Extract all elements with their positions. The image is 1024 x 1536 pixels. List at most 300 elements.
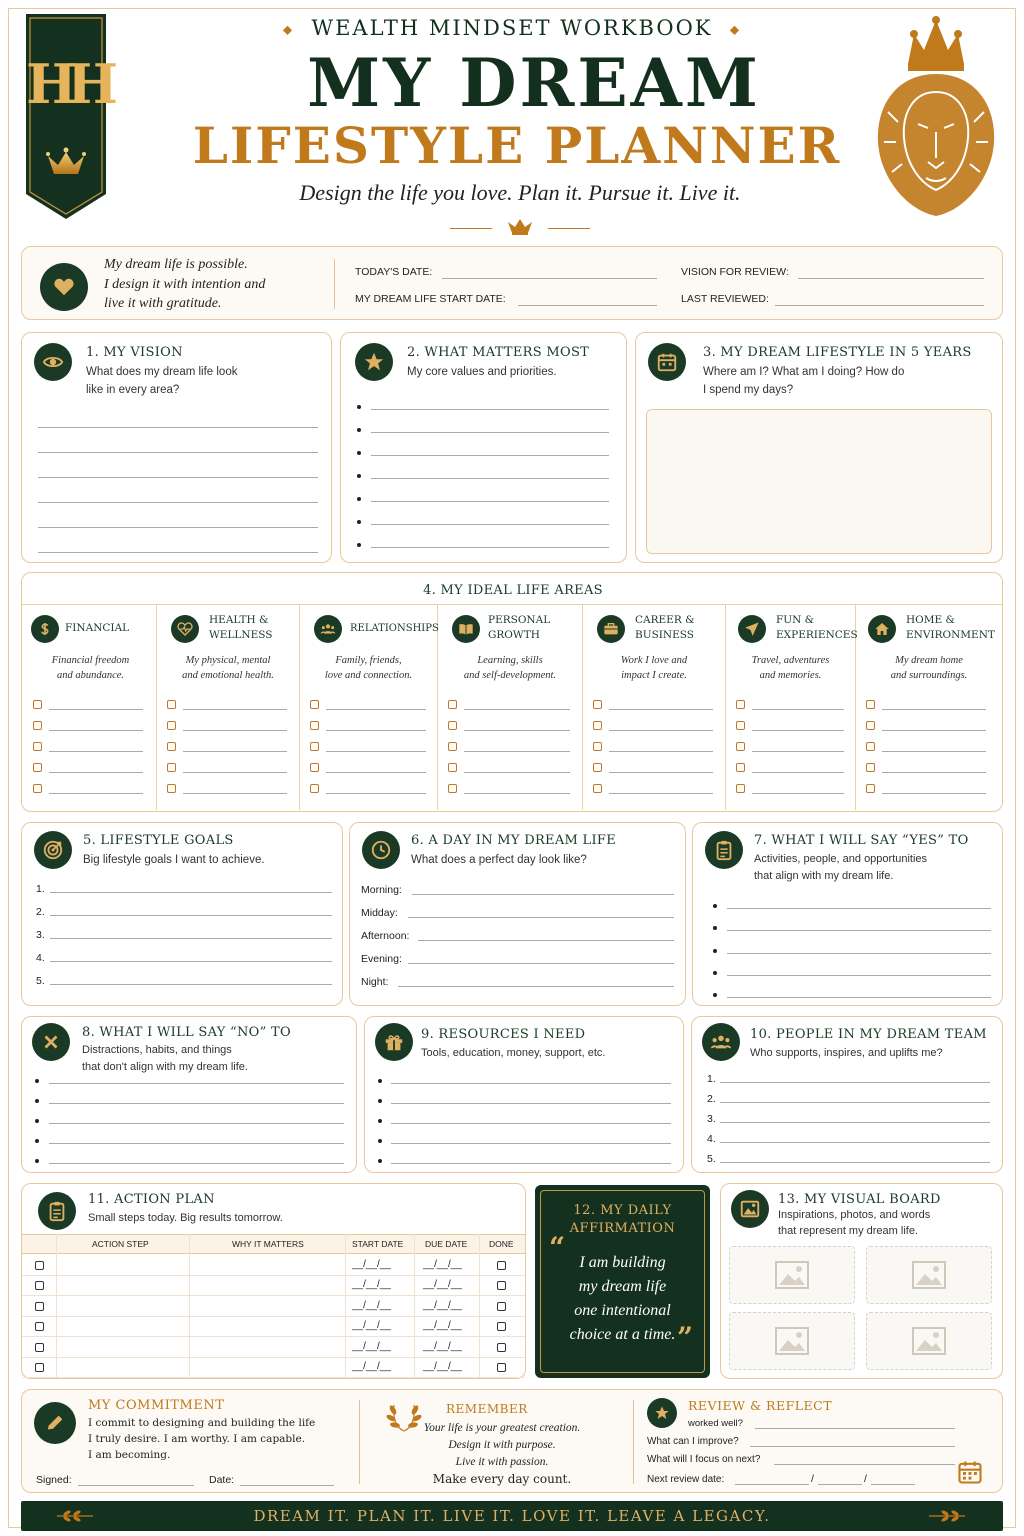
remember-closing: Make every day count. (432, 1472, 572, 1486)
calendar-icon (956, 1458, 984, 1486)
area-line[interactable] (464, 751, 570, 752)
area-line[interactable] (326, 772, 426, 773)
write-line[interactable] (38, 477, 318, 478)
star-badge (647, 1398, 677, 1428)
bottom-banner (21, 1501, 1003, 1531)
area-checkbox[interactable] (593, 700, 602, 709)
yes-line[interactable] (727, 953, 991, 954)
due-date-field[interactable]: __/__/__ (423, 1299, 462, 1311)
logo-text: HH (26, 52, 109, 116)
area-checkbox[interactable] (593, 784, 602, 793)
say-no-card (21, 1016, 357, 1173)
no-line[interactable] (49, 1083, 344, 1084)
area-line[interactable] (752, 793, 844, 794)
done-checkbox[interactable] (497, 1343, 506, 1352)
col-start: START DATE (352, 1239, 404, 1249)
area-checkbox[interactable] (167, 721, 176, 730)
section-title: 5. LIFESTYLE GOALS (83, 833, 234, 848)
vision-review-field[interactable] (798, 278, 984, 279)
area-checkbox[interactable] (736, 742, 745, 751)
section-title: 13. MY VISUAL BOARD (778, 1192, 941, 1207)
header-kicker: ◆ WEALTH MINDSET WORKBOOK ◆ (282, 16, 742, 40)
area-checkbox[interactable] (33, 721, 42, 730)
commitment-title: MY COMMITMENT (88, 1398, 225, 1413)
area-line[interactable] (882, 730, 986, 731)
intro-card (21, 246, 1003, 320)
time-line[interactable] (398, 986, 674, 987)
section-title: 10. PEOPLE IN MY DREAM TEAM (750, 1027, 987, 1042)
time-label: Evening: (361, 953, 402, 965)
area-line[interactable] (882, 793, 986, 794)
done-checkbox[interactable] (497, 1322, 506, 1331)
goal-line[interactable] (50, 892, 332, 893)
section-subtitle: Activities, people, and opportunities that align with my dream life. (754, 853, 928, 882)
resources-card (364, 1016, 684, 1173)
life-area-relationships (300, 605, 438, 810)
section-title: 9. RESOURCES I NEED (421, 1027, 586, 1042)
area-line[interactable] (609, 730, 713, 731)
review-row: What will I focus on next? (647, 1454, 761, 1465)
yes-line[interactable] (727, 975, 991, 976)
area-desc: Travel, adventures and memories. (751, 655, 830, 681)
crown-icon (505, 216, 535, 236)
area-line[interactable] (464, 772, 570, 773)
home-badge (868, 615, 896, 643)
area-checkbox[interactable] (448, 721, 457, 730)
write-line[interactable] (38, 502, 318, 503)
section-title: 8. WHAT I WILL SAY “NO” TO (82, 1025, 291, 1040)
area-desc: Family, friends, love and connection. (324, 655, 413, 681)
area-name: PERSONAL GROWTH (488, 614, 551, 641)
area-checkbox[interactable] (866, 784, 875, 793)
action-step-checkbox[interactable] (35, 1281, 44, 1290)
kicker-text: WEALTH MINDSET WORKBOOK (311, 16, 713, 40)
five-years-card (635, 332, 1003, 563)
area-line[interactable] (464, 730, 570, 731)
area-checkbox[interactable] (866, 763, 875, 772)
image-placeholder-icon (775, 1261, 809, 1289)
section-subtitle: Small steps today. Big results tomorrow. (88, 1212, 283, 1224)
team-line[interactable] (720, 1082, 990, 1083)
due-date-field[interactable]: __/__/__ (423, 1279, 462, 1291)
time-label: Morning: (361, 884, 402, 896)
write-line[interactable] (38, 527, 318, 528)
area-line[interactable] (49, 709, 143, 710)
page-title: MY DREAM (307, 44, 761, 122)
star-badge (355, 343, 393, 381)
x-badge (32, 1023, 70, 1061)
area-checkbox[interactable] (167, 742, 176, 751)
area-line[interactable] (752, 772, 844, 773)
tagline: Design the life you love. Plan it. Pursue it. Live it. (299, 180, 741, 205)
section-subtitle: What does a perfect day look like? (411, 854, 587, 866)
photo-slot[interactable] (729, 1312, 855, 1370)
quote-line: I design it with intention and (104, 276, 266, 292)
footer-card: MY COMMITMENT I commit to designing and building the life I truly desire. I am worthy. I am capable. I am becoming. Signed: Date: REMEMBER Your life is your greatest creation. Design it with purpose. Live it with passion. Make every day count. REVIEW & REFLECT worked well? What can I improve? What will I focus on next? Next review date: / / (21, 1389, 1003, 1493)
yes-line[interactable] (727, 930, 991, 931)
area-line[interactable] (882, 709, 986, 710)
todays-date-label: TODAY'S DATE: (355, 266, 433, 278)
page-subtitle: LIFESTYLE PLANNER (192, 116, 842, 175)
section-subtitle: Where am I? What am I doing? How do I spend my days? (703, 366, 905, 396)
life-area-growth (438, 605, 583, 810)
x-icon (40, 1031, 62, 1053)
home-icon (874, 621, 890, 637)
area-checkbox[interactable] (448, 700, 457, 709)
area-line[interactable] (752, 709, 844, 710)
calendar-badge (648, 343, 686, 381)
start-date-label: MY DREAM LIFE START DATE: (355, 293, 506, 305)
close-quote-icon: ” (677, 1321, 694, 1354)
area-line[interactable] (609, 709, 713, 710)
section-subtitle: Inspirations, photos, and words that represent my dream life. (778, 1209, 931, 1237)
section-subtitle: My core values and priorities. (407, 366, 557, 378)
section-subtitle: Tools, education, money, support, etc. (421, 1047, 606, 1059)
star-icon (654, 1405, 670, 1421)
people-badge (702, 1023, 740, 1061)
section-subtitle: Distractions, habits, and things that don't align with my dream life. (82, 1044, 248, 1073)
pen-icon (44, 1412, 66, 1434)
area-line[interactable] (326, 709, 426, 710)
last-reviewed-label: LAST REVIEWED: (681, 293, 769, 305)
no-line[interactable] (49, 1143, 344, 1144)
eye-icon (42, 351, 64, 373)
area-line[interactable] (183, 730, 287, 731)
area-name: FUN & EXPERIENCES (776, 614, 858, 641)
dream-team-card: 10. PEOPLE IN MY DREAM TEAM Who supports, inspires, and uplifts me? 1. 2. 3. 4. 5. (691, 1016, 1003, 1173)
todays-date-field[interactable] (442, 278, 657, 279)
area-line[interactable] (326, 730, 426, 731)
star-icon (363, 351, 385, 373)
section-title: 6. A DAY IN MY DREAM LIFE (411, 833, 617, 848)
time-label: Midday: (361, 907, 398, 919)
area-name: HEALTH & WELLNESS (209, 614, 273, 641)
area-name: HOME & ENVIRONMENT (906, 614, 995, 641)
area-line[interactable] (882, 751, 986, 752)
start-date-field[interactable]: __/__/__ (352, 1340, 391, 1352)
start-date-field[interactable]: __/__/__ (352, 1361, 391, 1372)
area-checkbox[interactable] (310, 700, 319, 709)
laurel-right-icon (927, 1508, 967, 1524)
area-line[interactable] (49, 793, 143, 794)
area-name: RELATIONSHIPS (350, 623, 439, 634)
section-title: 4. MY IDEAL LIFE AREAS (423, 583, 603, 598)
calendar-icon (656, 351, 678, 373)
area-checkbox[interactable] (448, 784, 457, 793)
col-action-step: ACTION STEP (92, 1239, 149, 1249)
area-name: FINANCIAL (65, 622, 130, 634)
area-checkbox[interactable] (736, 784, 745, 793)
action-step-checkbox[interactable] (35, 1322, 44, 1331)
area-checkbox[interactable] (866, 742, 875, 751)
gift-icon (383, 1031, 405, 1053)
action-step-checkbox[interactable] (35, 1302, 44, 1311)
life-area-financial (25, 605, 157, 810)
area-line[interactable] (49, 751, 143, 752)
review-field[interactable] (750, 1446, 955, 1447)
yes-line[interactable] (727, 997, 991, 998)
book-icon (458, 621, 474, 637)
photo-slot[interactable] (729, 1246, 855, 1304)
clipboard-icon (46, 1200, 68, 1222)
visual-board-card (720, 1183, 1003, 1379)
area-checkbox[interactable] (448, 742, 457, 751)
heartbeat-badge (171, 615, 199, 643)
review-field[interactable] (755, 1428, 955, 1429)
no-line[interactable] (49, 1103, 344, 1104)
time-label: Night: (361, 976, 389, 988)
area-checkbox[interactable] (33, 763, 42, 772)
signature-field[interactable] (78, 1485, 194, 1486)
resource-line[interactable] (391, 1143, 671, 1144)
resource-line[interactable] (391, 1103, 671, 1104)
area-checkbox[interactable] (866, 721, 875, 730)
start-date-field[interactable]: __/__/__ (352, 1320, 391, 1332)
value-line[interactable] (371, 432, 609, 433)
area-checkbox[interactable] (310, 763, 319, 772)
team-line[interactable] (720, 1162, 990, 1163)
area-checkbox[interactable] (310, 721, 319, 730)
area-line[interactable] (49, 730, 143, 731)
area-desc: My physical, mental and emotional health. (182, 655, 274, 681)
done-checkbox[interactable] (497, 1363, 506, 1372)
area-line[interactable] (183, 793, 287, 794)
resource-line[interactable] (391, 1123, 671, 1124)
action-plan-card (21, 1183, 526, 1379)
dream-day-card (349, 822, 686, 1006)
dollar-icon (37, 621, 53, 637)
area-line[interactable] (752, 730, 844, 731)
vision-review-label: VISION FOR REVIEW: (681, 266, 789, 278)
area-desc: My dream home and surroundings. (890, 655, 968, 681)
value-line[interactable] (371, 409, 609, 410)
heart-icon (53, 276, 75, 298)
section-title: 7. WHAT I WILL SAY “YES” TO (754, 833, 969, 848)
briefcase-icon (603, 621, 619, 637)
col-done: DONE (489, 1239, 514, 1249)
photo-slot[interactable] (866, 1246, 992, 1304)
write-line[interactable] (38, 427, 318, 428)
heartbeat-icon (177, 621, 193, 637)
matters-card (340, 332, 627, 563)
quote-line: live it with gratitude. (104, 296, 222, 311)
photo-slot[interactable] (866, 1312, 992, 1370)
write-line[interactable] (38, 552, 318, 553)
done-checkbox[interactable] (497, 1302, 506, 1311)
review-date-field[interactable] (735, 1484, 809, 1485)
due-date-field[interactable]: __/__/__ (423, 1340, 462, 1352)
people-icon (320, 621, 336, 637)
area-checkbox[interactable] (736, 763, 745, 772)
remember-text: Your life is your greatest creation. Design it with purpose. Live it with passion. (423, 1422, 581, 1468)
area-line[interactable] (609, 772, 713, 773)
team-line[interactable] (720, 1142, 990, 1143)
area-desc: Learning, skills and self-development. (463, 655, 557, 681)
section-title: 3. MY DREAM LIFESTYLE IN 5 YEARS (703, 345, 972, 360)
action-step-checkbox[interactable] (35, 1363, 44, 1372)
plane-badge (738, 615, 766, 643)
area-checkbox[interactable] (33, 784, 42, 793)
time-line[interactable] (408, 963, 674, 964)
area-line[interactable] (609, 751, 713, 752)
briefcase-badge (597, 615, 625, 643)
review-row: What can I improve? (647, 1436, 739, 1447)
area-line[interactable] (326, 751, 426, 752)
gift-badge (375, 1023, 413, 1061)
resource-line[interactable] (391, 1163, 671, 1164)
affirmation-text: I am building my dream life one intentional choice at a time. (569, 1254, 676, 1343)
area-checkbox[interactable] (736, 700, 745, 709)
section-title: 1. MY VISION (86, 345, 183, 360)
life-area-career (583, 605, 726, 810)
start-date-field[interactable]: __/__/__ (352, 1279, 391, 1291)
last-reviewed-field[interactable] (775, 305, 984, 306)
resource-line[interactable] (391, 1083, 671, 1084)
clipboard-badge (705, 831, 743, 869)
section-subtitle: What does my dream life look like in every area? (86, 366, 238, 396)
eye-badge (34, 343, 72, 381)
goals-card: 5. LIFESTYLE GOALS Big lifestyle goals I want to achieve. 1. 2. 3. 4. 5. (21, 822, 343, 1006)
area-checkbox[interactable] (593, 763, 602, 772)
life-area-health (157, 605, 300, 810)
area-line[interactable] (464, 709, 570, 710)
life-area-home (856, 605, 1002, 810)
no-line[interactable] (49, 1163, 344, 1164)
write-line[interactable] (38, 452, 318, 453)
section-subtitle: Who supports, inspires, and uplifts me? (750, 1047, 943, 1059)
value-line[interactable] (371, 547, 609, 548)
area-line[interactable] (882, 772, 986, 773)
action-step-checkbox[interactable] (35, 1261, 44, 1270)
five-years-writing-box[interactable] (646, 409, 992, 554)
remember-title: REMEMBER (446, 1402, 528, 1416)
plane-icon (744, 621, 760, 637)
area-checkbox[interactable] (593, 742, 602, 751)
area-checkbox[interactable] (33, 742, 42, 751)
commitment-text: I commit to designing and building the life I truly desire. I am worthy. I am capable. I am becoming. (88, 1417, 316, 1461)
action-step-checkbox[interactable] (35, 1343, 44, 1352)
area-desc: Financial freedom and abundance. (51, 655, 130, 681)
image-placeholder-icon (775, 1327, 809, 1355)
start-date-field[interactable]: __/__/__ (352, 1299, 391, 1311)
area-checkbox[interactable] (448, 763, 457, 772)
area-checkbox[interactable] (310, 742, 319, 751)
time-line[interactable] (412, 894, 674, 895)
value-line[interactable] (371, 455, 609, 456)
value-line[interactable] (371, 524, 609, 525)
area-checkbox[interactable] (167, 763, 176, 772)
image-placeholder-icon (912, 1261, 946, 1289)
review-row: Next review date: (647, 1474, 725, 1485)
lion-icon (868, 12, 1004, 220)
vision-card (21, 332, 332, 563)
start-date-field[interactable] (518, 305, 657, 306)
crown-divider (450, 214, 590, 236)
area-line[interactable] (609, 793, 713, 794)
commitment-date-field[interactable] (240, 1485, 334, 1486)
review-field[interactable] (774, 1464, 955, 1465)
open-quote-icon: “ (549, 1231, 566, 1264)
time-line[interactable] (408, 917, 674, 918)
team-line[interactable] (720, 1102, 990, 1103)
book-badge (452, 615, 480, 643)
affirmation-title: 12. MY DAILY AFFIRMATION (569, 1203, 676, 1236)
target-badge (34, 831, 72, 869)
area-line[interactable] (464, 793, 570, 794)
area-checkbox[interactable] (310, 784, 319, 793)
yes-line[interactable] (727, 908, 991, 909)
area-line[interactable] (183, 751, 287, 752)
due-date-field[interactable]: __/__/__ (423, 1320, 462, 1332)
goal-line[interactable] (50, 938, 332, 939)
review-title: REVIEW & REFLECT (688, 1398, 833, 1413)
clock-badge (362, 831, 400, 869)
clipboard-icon (713, 839, 735, 861)
time-line[interactable] (418, 940, 674, 941)
col-why: WHY IT MATTERS (232, 1239, 304, 1249)
team-line[interactable] (720, 1122, 990, 1123)
area-checkbox[interactable] (593, 721, 602, 730)
affirmation-card (535, 1185, 710, 1378)
clipboard-badge (38, 1192, 76, 1230)
start-date-field[interactable]: __/__/__ (352, 1259, 391, 1270)
review-date-field[interactable] (871, 1484, 915, 1485)
time-label: Afternoon: (361, 930, 410, 942)
people-badge (314, 615, 342, 643)
dollar-badge (31, 615, 59, 643)
target-icon (42, 839, 64, 861)
clock-icon (370, 839, 392, 861)
goal-line[interactable] (50, 961, 332, 962)
area-checkbox[interactable] (866, 700, 875, 709)
area-line[interactable] (752, 751, 844, 752)
area-checkbox[interactable] (33, 700, 42, 709)
section-subtitle: Big lifestyle goals I want to achieve. (83, 854, 265, 866)
area-checkbox[interactable] (167, 784, 176, 793)
pen-badge (34, 1402, 76, 1444)
area-line[interactable] (49, 772, 143, 773)
col-due: DUE DATE (425, 1239, 468, 1249)
banner-text: DREAM IT. PLAN IT. LIVE IT. LOVE IT. LEAVE A LEGACY. (253, 1507, 771, 1525)
section-title: 11. ACTION PLAN (88, 1192, 215, 1207)
intro-quote (104, 255, 265, 314)
area-line[interactable] (326, 793, 426, 794)
goal-line[interactable] (50, 984, 332, 985)
no-line[interactable] (49, 1123, 344, 1124)
heart-badge (40, 263, 88, 311)
life-area-fun (726, 605, 856, 810)
done-checkbox[interactable] (497, 1281, 506, 1290)
area-name: CAREER & BUSINESS (635, 614, 695, 641)
area-checkbox[interactable] (167, 700, 176, 709)
say-yes-card (692, 822, 1003, 1006)
value-line[interactable] (371, 478, 609, 479)
area-line[interactable] (183, 709, 287, 710)
review-row: worked well? (688, 1418, 743, 1429)
done-checkbox[interactable] (497, 1261, 506, 1270)
due-date-field[interactable]: __/__/__ (423, 1259, 462, 1270)
review-date-field[interactable] (818, 1484, 862, 1485)
image-placeholder-icon (912, 1327, 946, 1355)
people-icon (710, 1031, 732, 1053)
due-date-field[interactable]: __/__/__ (423, 1361, 462, 1372)
area-line[interactable] (183, 772, 287, 773)
section-title: 2. WHAT MATTERS MOST (407, 345, 590, 360)
value-line[interactable] (371, 501, 609, 502)
goal-line[interactable] (50, 915, 332, 916)
area-checkbox[interactable] (736, 721, 745, 730)
date-label: Date: (209, 1474, 235, 1486)
